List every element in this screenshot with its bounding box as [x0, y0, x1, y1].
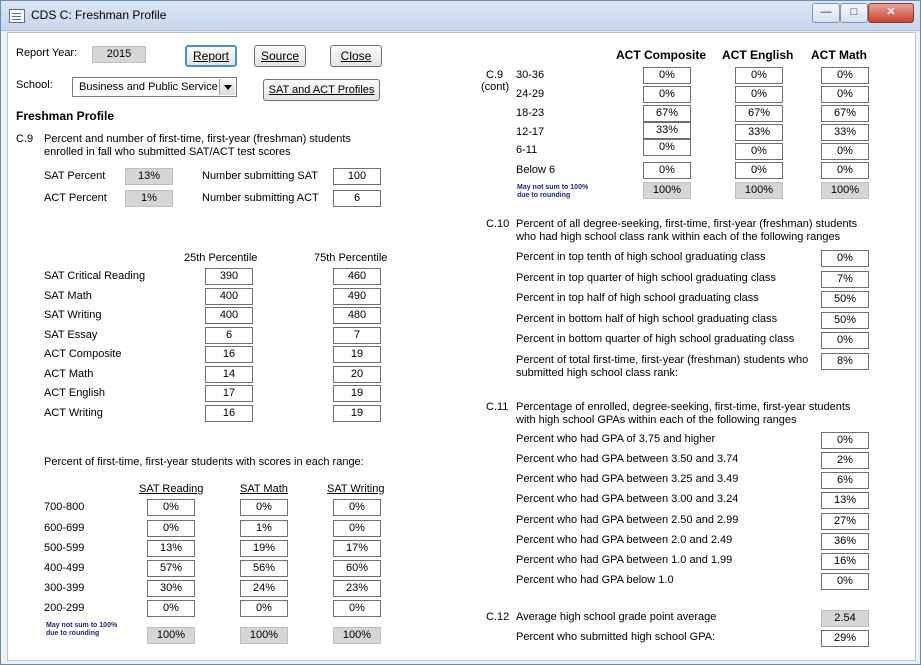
c11-row-value: 0% [821, 432, 869, 449]
act-note-1: May not sum to 100% [517, 184, 589, 191]
sat-reading-value: 57% [147, 560, 195, 577]
c11-row-value: 36% [821, 533, 869, 550]
act-math-value: 0% [821, 67, 869, 84]
sat-range-label: 300-399 [44, 582, 85, 594]
c11-row-label: Percent who had GPA between 2.50 and 2.99 [516, 514, 739, 526]
sat-reading-header: SAT Reading [139, 483, 204, 495]
act-english-value: 0% [735, 143, 783, 160]
form-icon [9, 9, 25, 23]
sat-reading-value: 0% [147, 520, 195, 537]
p25-header: 25th Percentile [184, 252, 258, 264]
sat-writing-value: 17% [333, 540, 381, 557]
sat-writing-value: 0% [333, 520, 381, 537]
c9-cont-code: C.9 [486, 69, 504, 81]
pct-row-p75: 19 [333, 385, 381, 402]
act-percent-label: ACT Percent [44, 192, 107, 204]
school-select[interactable] [72, 77, 237, 97]
sat-math-value: 56% [240, 560, 288, 577]
c9-text-1: Percent and number of first-time, first-year (freshman) students [44, 133, 351, 145]
sat-act-profiles-button[interactable] [263, 79, 380, 101]
c10-row-value: 50% [821, 312, 869, 329]
act-math-value: 0% [821, 143, 869, 160]
act-composite-value: 0% [643, 67, 691, 84]
c10-row-label: Percent in bottom quarter of high school graduating class [516, 333, 795, 345]
c10-text-1: Percent of all degree-seeking, first-time, first-year (freshman) students [516, 218, 858, 230]
c10-text-2: who had high school class rank within each of the following ranges [516, 231, 841, 243]
c11-row-label: Percent who had GPA between 3.00 and 3.24 [516, 493, 739, 505]
act-english-value: 0% [735, 67, 783, 84]
act-math-value: 0% [821, 86, 869, 103]
pct-row-label: ACT Math [44, 368, 94, 380]
source-button[interactable] [254, 45, 306, 67]
report-year-label: Report Year: [16, 47, 78, 59]
act-math-header: ACT Math [811, 48, 867, 62]
c11-row-value: 0% [821, 573, 869, 590]
act-math-total: 100% [821, 182, 869, 199]
num-sat-label: Number submitting SAT [202, 170, 318, 182]
sat-writing-value: 23% [333, 580, 381, 597]
sat-math-total: 100% [240, 627, 288, 644]
pct-row-p75: 19 [333, 346, 381, 363]
pct-row-p75: 20 [333, 366, 381, 383]
act-range-label: 12-17 [516, 126, 545, 138]
act-range-label: 18-23 [516, 107, 545, 119]
pct-row-p25: 17 [205, 385, 253, 402]
sat-range-label: 600-699 [44, 522, 85, 534]
sat-reading-value: 13% [147, 540, 195, 557]
pct-row-p25: 400 [205, 288, 253, 305]
c10-row-value: 50% [821, 291, 869, 308]
source-button-label: Source [260, 49, 300, 63]
report-button-label: Report [192, 49, 230, 63]
sat-percent-label: SAT Percent [44, 170, 106, 182]
sat-math-value: 19% [240, 540, 288, 557]
school-label: School: [16, 79, 53, 91]
maximize-button[interactable]: □ [840, 3, 868, 23]
num-act-label: Number submitting ACT [202, 192, 319, 204]
sat-writing-value: 0% [333, 600, 381, 617]
c10-submitted-value: 8% [821, 353, 869, 370]
pct-row-label: ACT Writing [44, 407, 103, 419]
c12-submitted-value: 29% [821, 630, 869, 647]
sat-writing-total: 100% [333, 627, 381, 644]
act-composite-value: 0% [643, 162, 691, 179]
act-range-label: 30-36 [516, 69, 545, 81]
sat-range-label: 400-499 [44, 562, 85, 574]
sat-reading-value: 30% [147, 580, 195, 597]
act-range-label: Below 6 [516, 164, 556, 176]
act-composite-total: 100% [643, 182, 691, 199]
section-title: Freshman Profile [16, 109, 115, 123]
act-range-label: 6-11 [516, 144, 538, 156]
sat-math-value: 1% [240, 520, 288, 537]
sat-writing-value: 0% [333, 499, 381, 516]
sat-note-2: due to rounding [46, 630, 100, 637]
pct-row-p75: 490 [333, 288, 381, 305]
c10-row-value: 0% [821, 250, 869, 267]
report-button[interactable] [185, 45, 237, 67]
c12-submitted-label: Percent who submitted high school GPA: [516, 631, 716, 643]
sat-range-label: 200-299 [44, 602, 85, 614]
pct-row-label: ACT English [44, 387, 105, 399]
pct-row-p25: 14 [205, 366, 253, 383]
c9-text-2: enrolled in fall who submitted SAT/ACT test scores [44, 146, 291, 158]
pct-row-label: SAT Writing [44, 309, 102, 321]
act-composite-value: 0% [643, 139, 691, 156]
pct-row-p25: 400 [205, 307, 253, 324]
pct-row-p75: 19 [333, 405, 381, 422]
close-button-label: Close [340, 49, 372, 63]
pct-row-label: SAT Essay [44, 329, 98, 341]
num-act-value: 6 [333, 190, 381, 207]
pct-row-p25: 16 [205, 405, 253, 422]
sat-note-1: May not sum to 100% [46, 622, 118, 629]
act-math-value: 0% [821, 162, 869, 179]
sat-ranges-title: Percent of first-time, first-year students with scores in each range: [44, 456, 364, 468]
c9-cont-label: (cont) [481, 81, 510, 93]
act-range-label: 24-29 [516, 88, 545, 100]
sat-math-header: SAT Math [240, 483, 288, 495]
c10-row-label: Percent in top half of high school graduating class [516, 292, 759, 304]
c11-row-label: Percent who had GPA below 1.0 [516, 574, 674, 586]
close-window-button[interactable]: ✕ [868, 3, 914, 23]
c11-row-value: 2% [821, 452, 869, 469]
sat-range-label: 700-800 [44, 501, 85, 513]
c11-row-label: Percent who had GPA between 3.50 and 3.74 [516, 453, 739, 465]
title-bar[interactable] [1, 1, 920, 31]
act-math-value: 33% [821, 124, 869, 141]
sat-math-value: 0% [240, 600, 288, 617]
school-select-value: Business and Public Service [79, 81, 218, 93]
close-button[interactable] [330, 45, 382, 67]
pct-row-label: SAT Critical Reading [44, 270, 146, 282]
pct-row-p25: 6 [205, 327, 253, 344]
c9-code: C.9 [16, 133, 34, 145]
c11-row-label: Percent who had GPA between 2.0 and 2.49 [516, 534, 733, 546]
c10-code: C.10 [486, 218, 510, 230]
pct-row-p75: 7 [333, 327, 381, 344]
act-english-value: 33% [735, 124, 783, 141]
c11-row-value: 13% [821, 492, 869, 509]
c11-row-label: Percent who had GPA between 3.25 and 3.49 [516, 473, 739, 485]
pct-row-p75: 480 [333, 307, 381, 324]
minimize-button[interactable]: — [812, 3, 840, 23]
chevron-down-icon[interactable] [219, 79, 235, 95]
c12-avg-label: Average high school grade point average [516, 611, 717, 623]
sat-math-value: 24% [240, 580, 288, 597]
form-body [7, 32, 916, 661]
act-composite-header: ACT Composite [616, 48, 706, 62]
c11-row-value: 6% [821, 472, 869, 489]
c11-row-label: Percent who had GPA of 3.75 and higher [516, 433, 716, 445]
sat-writing-header: SAT Writing [327, 483, 385, 495]
act-composite-value: 33% [643, 122, 691, 139]
c11-text-1: Percentage of enrolled, degree-seeking, first-time, first-year students [516, 401, 851, 413]
c11-text-2: with high school GPAs within each of the following ranges [516, 414, 797, 426]
window-title: CDS C: Freshman Profile [31, 8, 167, 22]
c10-submitted-label-1: Percent of total first-time, first-year (freshman) students who [516, 354, 809, 366]
c11-row-value: 16% [821, 553, 869, 570]
num-sat-value: 100 [333, 168, 381, 185]
sat-reading-value: 0% [147, 499, 195, 516]
act-note-2: due to rounding [517, 192, 571, 199]
c10-submitted-label-2: submitted high school class rank: [516, 367, 679, 379]
c12-code: C.12 [486, 611, 510, 623]
sat-math-value: 0% [240, 499, 288, 516]
act-english-value: 67% [735, 105, 783, 122]
c11-code: C.11 [486, 401, 509, 413]
sat-reading-total: 100% [147, 627, 195, 644]
act-english-header: ACT English [722, 48, 794, 62]
c12-avg-value: 2.54 [821, 610, 869, 627]
sat-percent-value: 13% [125, 168, 173, 185]
pct-row-label: ACT Composite [44, 348, 122, 360]
c11-row-value: 27% [821, 513, 869, 530]
c10-row-label: Percent in top quarter of high school graduating class [516, 272, 776, 284]
act-composite-value: 67% [643, 105, 691, 122]
pct-row-label: SAT Math [44, 290, 92, 302]
act-math-value: 67% [821, 105, 869, 122]
c10-row-value: 0% [821, 332, 869, 349]
act-english-total: 100% [735, 182, 783, 199]
act-composite-value: 0% [643, 86, 691, 103]
pct-row-p75: 460 [333, 268, 381, 285]
c10-row-value: 7% [821, 271, 869, 288]
pct-row-p25: 390 [205, 268, 253, 285]
act-english-value: 0% [735, 86, 783, 103]
sat-writing-value: 60% [333, 560, 381, 577]
c10-row-label: Percent in bottom half of high school graduating class [516, 313, 778, 325]
act-percent-value: 1% [125, 190, 173, 207]
c10-row-label: Percent in top tenth of high school graduating class [516, 251, 766, 263]
sat-act-profiles-label: SAT and ACT Profiles [268, 84, 375, 96]
act-english-value: 0% [735, 162, 783, 179]
pct-row-p25: 16 [205, 346, 253, 363]
sat-reading-value: 0% [147, 600, 195, 617]
c11-row-label: Percent who had GPA between 1.0 and 1.99 [516, 554, 733, 566]
sat-range-label: 500-599 [44, 542, 85, 554]
p75-header: 75th Percentile [314, 252, 388, 264]
report-year-field[interactable]: 2015 [92, 46, 146, 63]
